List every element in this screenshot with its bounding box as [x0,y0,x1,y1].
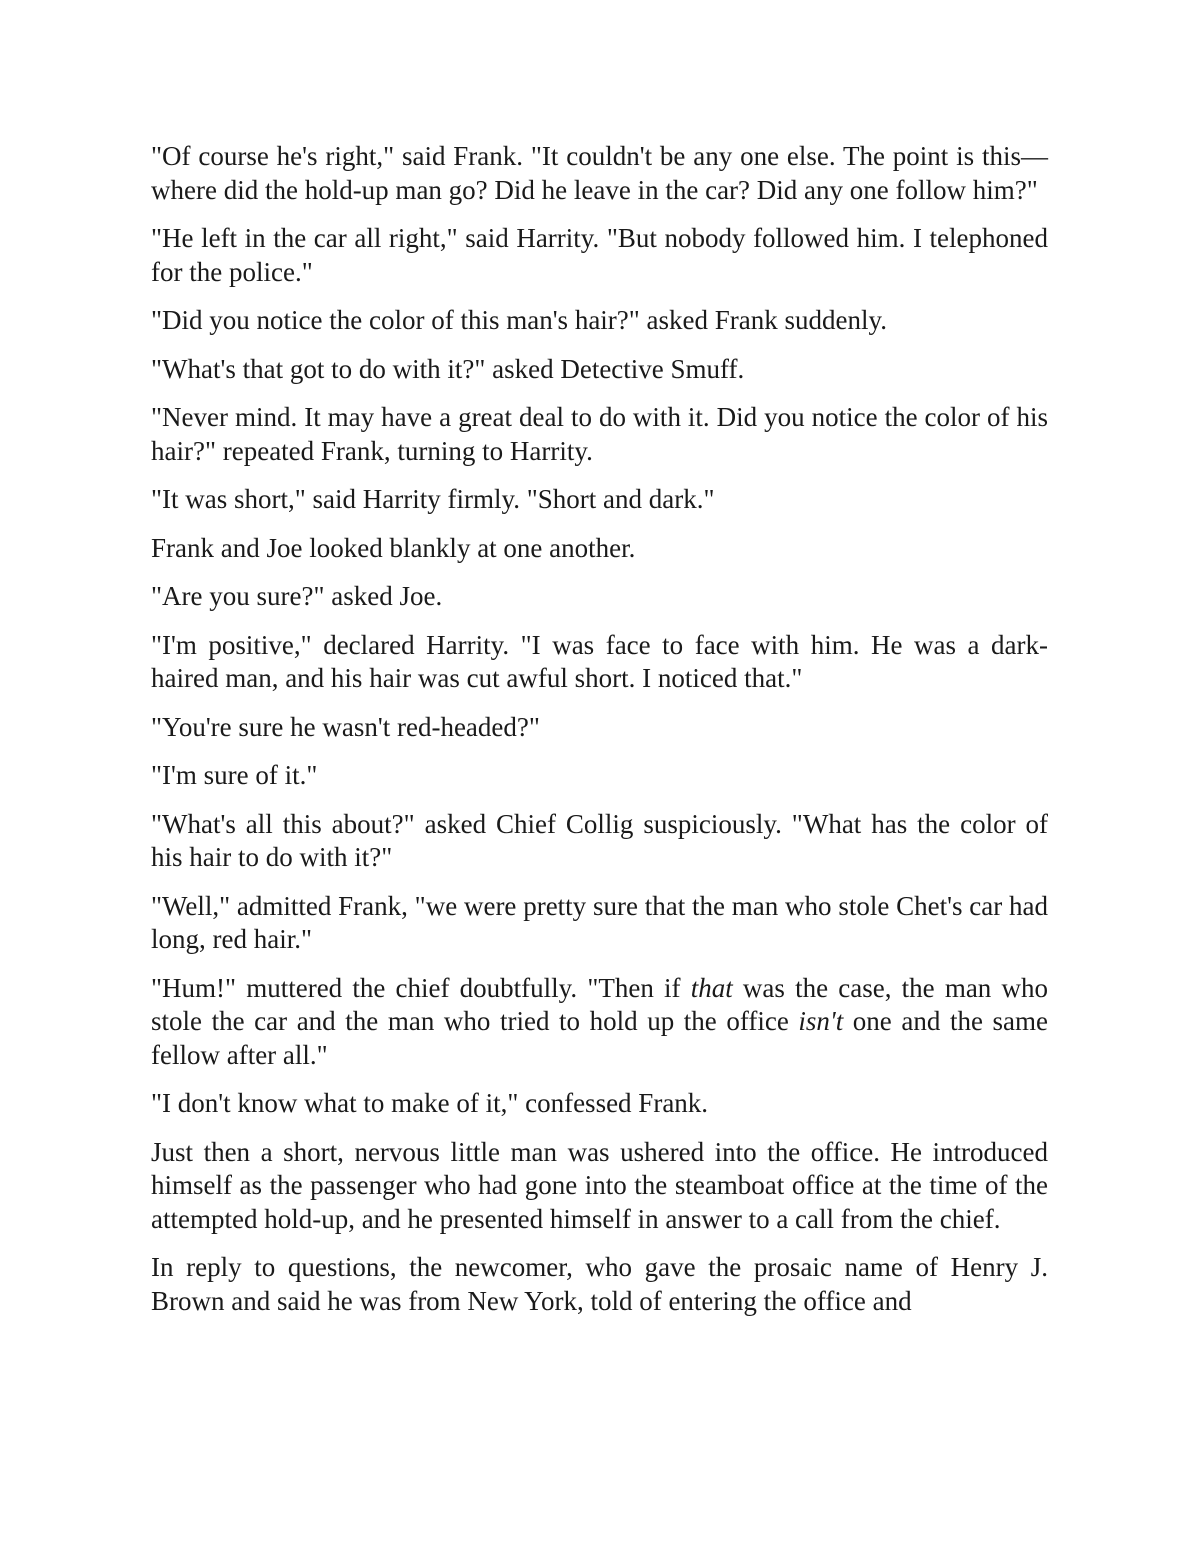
paragraph: "What's that got to do with it?" asked Detective Smuff. [151,353,745,384]
paragraph: "He left in the car all right," said Harrity. "But nobody followed him. I telephoned for the police." [151,223,1048,287]
paragraph: In reply to questions, the newcomer, who gave the prosaic name of Henry J. Brown and said he was from New York, told of entering the office and [151,1252,1048,1316]
paragraph: Frank and Joe looked blankly at one another. [151,532,636,563]
text-span: one and the same fellow after all." [151,1006,1048,1070]
paragraph: "I'm positive," declared Harrity. "I was face to face with him. He was a dark-haired man, and his hair was cut awful short. I noticed that." [151,629,1048,693]
paragraph: "What's all this about?" asked Chief Collig suspiciously. "What has the color of his hair to do with it?" [151,808,1048,872]
text-span: "Hum!" muttered the chief doubtfully. "Then if [151,972,691,1003]
paragraph: "Of course he's right," said Frank. "It couldn't be any one else. The point is this—where did the hold-up man go? Did he leave in the car? Did any one follow him?" [151,141,1048,205]
paragraph: "You're sure he wasn't red-headed?" [151,711,540,742]
paragraph: "Are you sure?" asked Joe. [151,581,443,611]
text-span: was the case, the man who stole the car and the man who tried to hold up the office [151,972,1048,1036]
page-text [151,140,1048,1333]
paragraph [151,972,1048,1073]
paragraph: "It was short," said Harrity firmly. "Short and dark." [151,484,715,514]
paragraph: "I'm sure of it." [151,760,318,790]
paragraph: "Never mind. It may have a great deal to do with it. Did you notice the color of his hair?" repeated Frank, turning to Harrity. [151,402,1048,466]
emphasis: that [690,972,733,1003]
paragraph: "Well," admitted Frank, "we were pretty sure that the man who stole Chet's car had long, red hair." [151,890,1048,954]
emphasis: isn't [798,1006,844,1036]
paragraph: "I don't know what to make of it," confessed Frank. [151,1088,709,1118]
paragraph: "Did you notice the color of this man's hair?" asked Frank suddenly. [151,305,888,335]
paragraph: Just then a short, nervous little man was ushered into the office. He introduced himself as the passenger who had gone into the steamboat office at the time of the attempted hold-up, and he presented himself in answer to a call from the chief. [151,1136,1048,1234]
